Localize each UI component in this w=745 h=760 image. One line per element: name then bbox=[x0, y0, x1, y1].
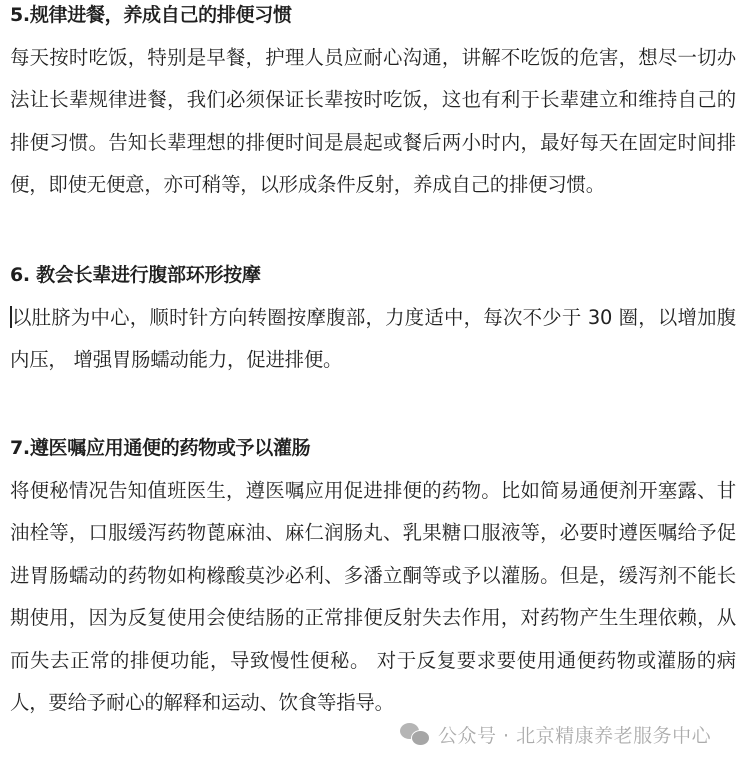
section-title: 7.遵医嘱应用通便的药物或予以灌肠 bbox=[10, 437, 311, 459]
section-title: 6. 教会长辈进行腹部环形按摩 bbox=[10, 264, 261, 286]
section-7 bbox=[10, 433, 736, 724]
section-body: 每天按时吃饭，特别是早餐，护理人员应耐心沟通，讲解不吃饭的危害，想尽一切办法让长辈规律进餐，我们必须保证长辈按时吃饭，这也有利于长辈建立和维持自己的排便习惯。告知长辈理想的排便时间是晨起或餐后两小时内，最好每天在固定时间排便，即使无便意，亦可稍等，以形成条件反射，养成自己的排便习惯。 bbox=[10, 46, 736, 197]
section-body[interactable]: 以肚脐为中心，顺时针方向转圈按摩腹部，力度适中，每次不少于 30 圈，以增加腹内压， 增强胃肠蠕动能力，促进排便。 bbox=[10, 306, 736, 372]
section-body: 将便秘情况告知值班医生，遵医嘱应用促进排便的药物。比如简易通便剂开塞露、甘油栓等，口服缓泻药物蓖麻油、麻仁润肠丸、乳果糖口服液等，必要时遵医嘱给予促进胃肠蠕动的药物如枸橼酸莫沙必利、多潘立酮等或予以灌肠。但是，缓泻剂不能长期使用，因为反复使用会使结肠的正常排便反射失去作用，对药物产生生理依赖，从而失去正常的排便功能，导致慢性便秘。 对于反复要求要使用通便药物或灌肠的病人，要给予耐心的解释和运动、饮食等指导。 bbox=[10, 479, 736, 715]
section-body-container[interactable] bbox=[10, 297, 736, 382]
wechat-icon bbox=[400, 721, 430, 747]
section-5 bbox=[10, 0, 736, 207]
section-6 bbox=[10, 260, 736, 382]
section-title: 5.规律进餐，养成自己的排便习惯 bbox=[10, 4, 292, 26]
watermark bbox=[400, 719, 711, 749]
watermark-text: 公众号 · 北京精康养老服务中心 bbox=[438, 724, 712, 747]
